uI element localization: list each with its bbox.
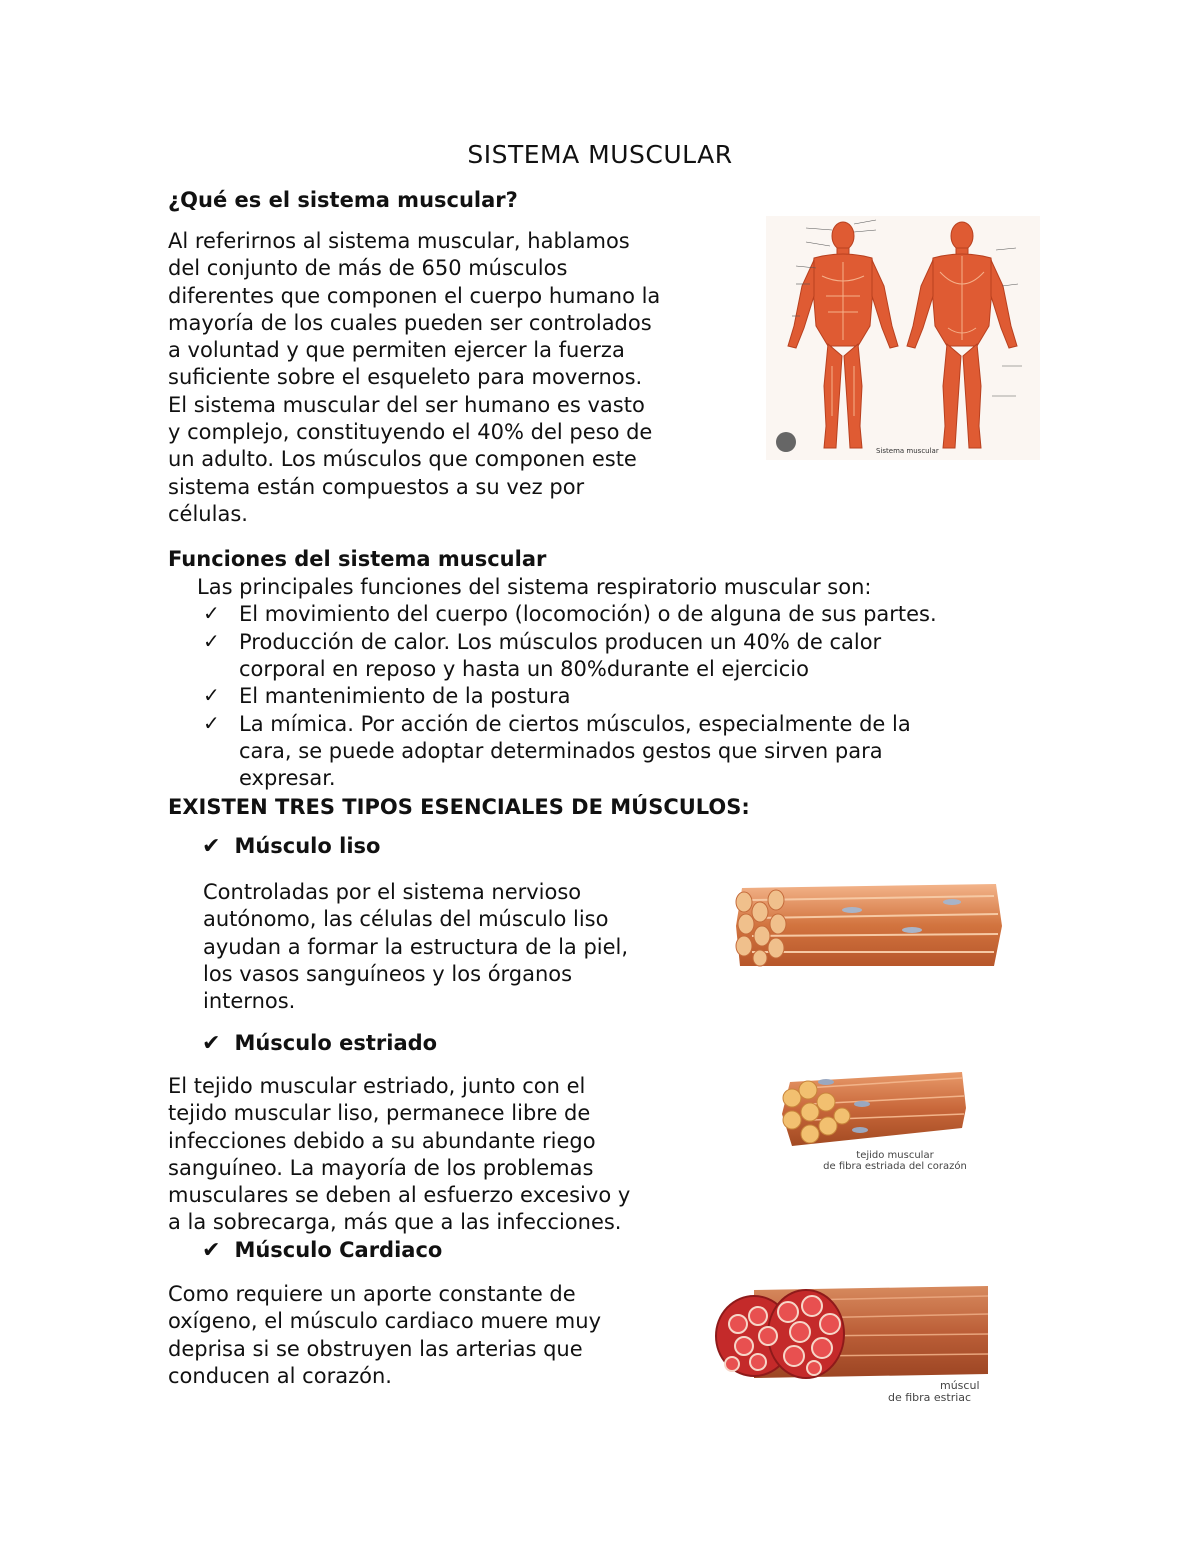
- text-line: El sistema muscular del ser humano es vasto: [168, 392, 645, 417]
- text-line: mayoría de los cuales pueden ser controlados: [168, 310, 652, 335]
- section-heading-types: EXISTEN TRES TIPOS ESENCIALES DE MÚSCULOS:: [168, 795, 750, 819]
- text-line: y complejo, constituyendo el 40% del peso de: [168, 420, 653, 445]
- check-icon: ✓: [203, 683, 220, 707]
- striated-muscle-image: [776, 1068, 976, 1180]
- text-line: deprisa si se obstruyen las arterias que: [168, 1336, 583, 1361]
- text-line: internos.: [203, 989, 296, 1014]
- text-line: Controladas por el sistema nervioso: [203, 880, 582, 904]
- text-line: musculares se deben al esfuerzo excesivo y: [168, 1183, 631, 1208]
- text-line: Producción de calor. Los músculos producen un 40% de calor: [239, 630, 882, 654]
- caption-line: de fibra estriac: [888, 1391, 972, 1404]
- text-line: infecciones debido a su abundante riego: [168, 1128, 596, 1153]
- text-line: sanguíneo. La mayoría de los problemas: [168, 1155, 594, 1180]
- subheading-cardiac-muscle: [202, 1238, 442, 1263]
- text-line: El movimiento del cuerpo (locomoción) o de alguna de sus partes.: [239, 602, 937, 626]
- text-line: un adulto. Los músculos que componen este: [168, 447, 637, 472]
- muscular-system-figure: [766, 216, 1040, 460]
- check-icon: ✔: [202, 1238, 221, 1263]
- text-line: Al referirnos al sistema muscular, hablamos: [168, 229, 630, 253]
- check-icon: ✔: [202, 834, 221, 859]
- caption-line: múscul: [940, 1380, 980, 1392]
- caption-line: de fibra estriada del corazón: [823, 1161, 967, 1172]
- text-line: El mantenimiento de la postura: [239, 684, 571, 708]
- text-line: El tejido muscular estriado, junto con el: [168, 1074, 586, 1098]
- striated-muscle-paragraph: [168, 1073, 630, 1237]
- text-line: autónomo, las células del músculo liso: [203, 907, 609, 932]
- cardiac-muscle-image: [714, 1284, 990, 1408]
- text-line: La mímica. Por acción de ciertos músculos, especialmente de la: [239, 712, 911, 736]
- functions-intro: Las principales funciones del sistema respiratorio muscular son:: [197, 575, 872, 599]
- section-heading-what-is: ¿Qué es el sistema muscular?: [168, 188, 518, 212]
- text-line: a voluntad y que permiten ejercer la fuerza: [168, 338, 625, 363]
- subheading-label: Músculo Cardiaco: [234, 1238, 443, 1262]
- text-line: ayudan a formar la estructura de la piel,: [203, 934, 629, 959]
- check-icon: ✔: [202, 1031, 221, 1056]
- text-line: del conjunto de más de 650 músculos: [168, 256, 568, 281]
- subheading-striated-muscle: [202, 1031, 437, 1056]
- cardiac-muscle-paragraph: [168, 1281, 601, 1390]
- figure-caption: Sistema muscular: [876, 447, 939, 455]
- text-line: tejido muscular liso, permanece libre de: [168, 1101, 591, 1126]
- section-heading-functions: Funciones del sistema muscular: [168, 547, 547, 571]
- text-line: células.: [168, 501, 248, 526]
- text-line: suficiente sobre el esqueleto para movernos.: [168, 365, 643, 390]
- check-icon: ✓: [203, 601, 220, 625]
- page-title: SISTEMA MUSCULAR: [467, 140, 733, 169]
- image-caption: [820, 1150, 970, 1172]
- text-line: expresar.: [239, 766, 336, 790]
- text-line: los vasos sanguíneos y los órganos: [203, 961, 573, 986]
- text-line: corporal en reposo y hasta un 80%durante el ejercicio: [239, 657, 809, 681]
- check-icon: ✓: [203, 629, 220, 653]
- text-line: a la sobrecarga, más que a las infecciones.: [168, 1210, 622, 1235]
- check-icon: ✓: [203, 711, 220, 735]
- smooth-muscle-image: [732, 880, 1006, 970]
- image-caption: [888, 1380, 990, 1404]
- text-line: diferentes que componen el cuerpo humano la: [168, 283, 661, 308]
- text-line: sistema están compuestos a su vez por: [168, 474, 585, 499]
- intro-paragraph: [168, 228, 660, 528]
- text-line: conducen al corazón.: [168, 1363, 392, 1388]
- subheading-label: Músculo estriado: [234, 1031, 438, 1055]
- text-line: Como requiere un aporte constante de: [168, 1282, 576, 1306]
- subheading-label: Músculo liso: [234, 834, 381, 858]
- smooth-muscle-paragraph: [203, 879, 628, 1015]
- text-line: cara, se puede adoptar determinados gestos que sirven para: [239, 739, 883, 763]
- subheading-smooth-muscle: [202, 834, 380, 859]
- text-line: oxígeno, el músculo cardiaco muere muy: [168, 1309, 602, 1334]
- caption-line: tejido muscular: [856, 1150, 934, 1161]
